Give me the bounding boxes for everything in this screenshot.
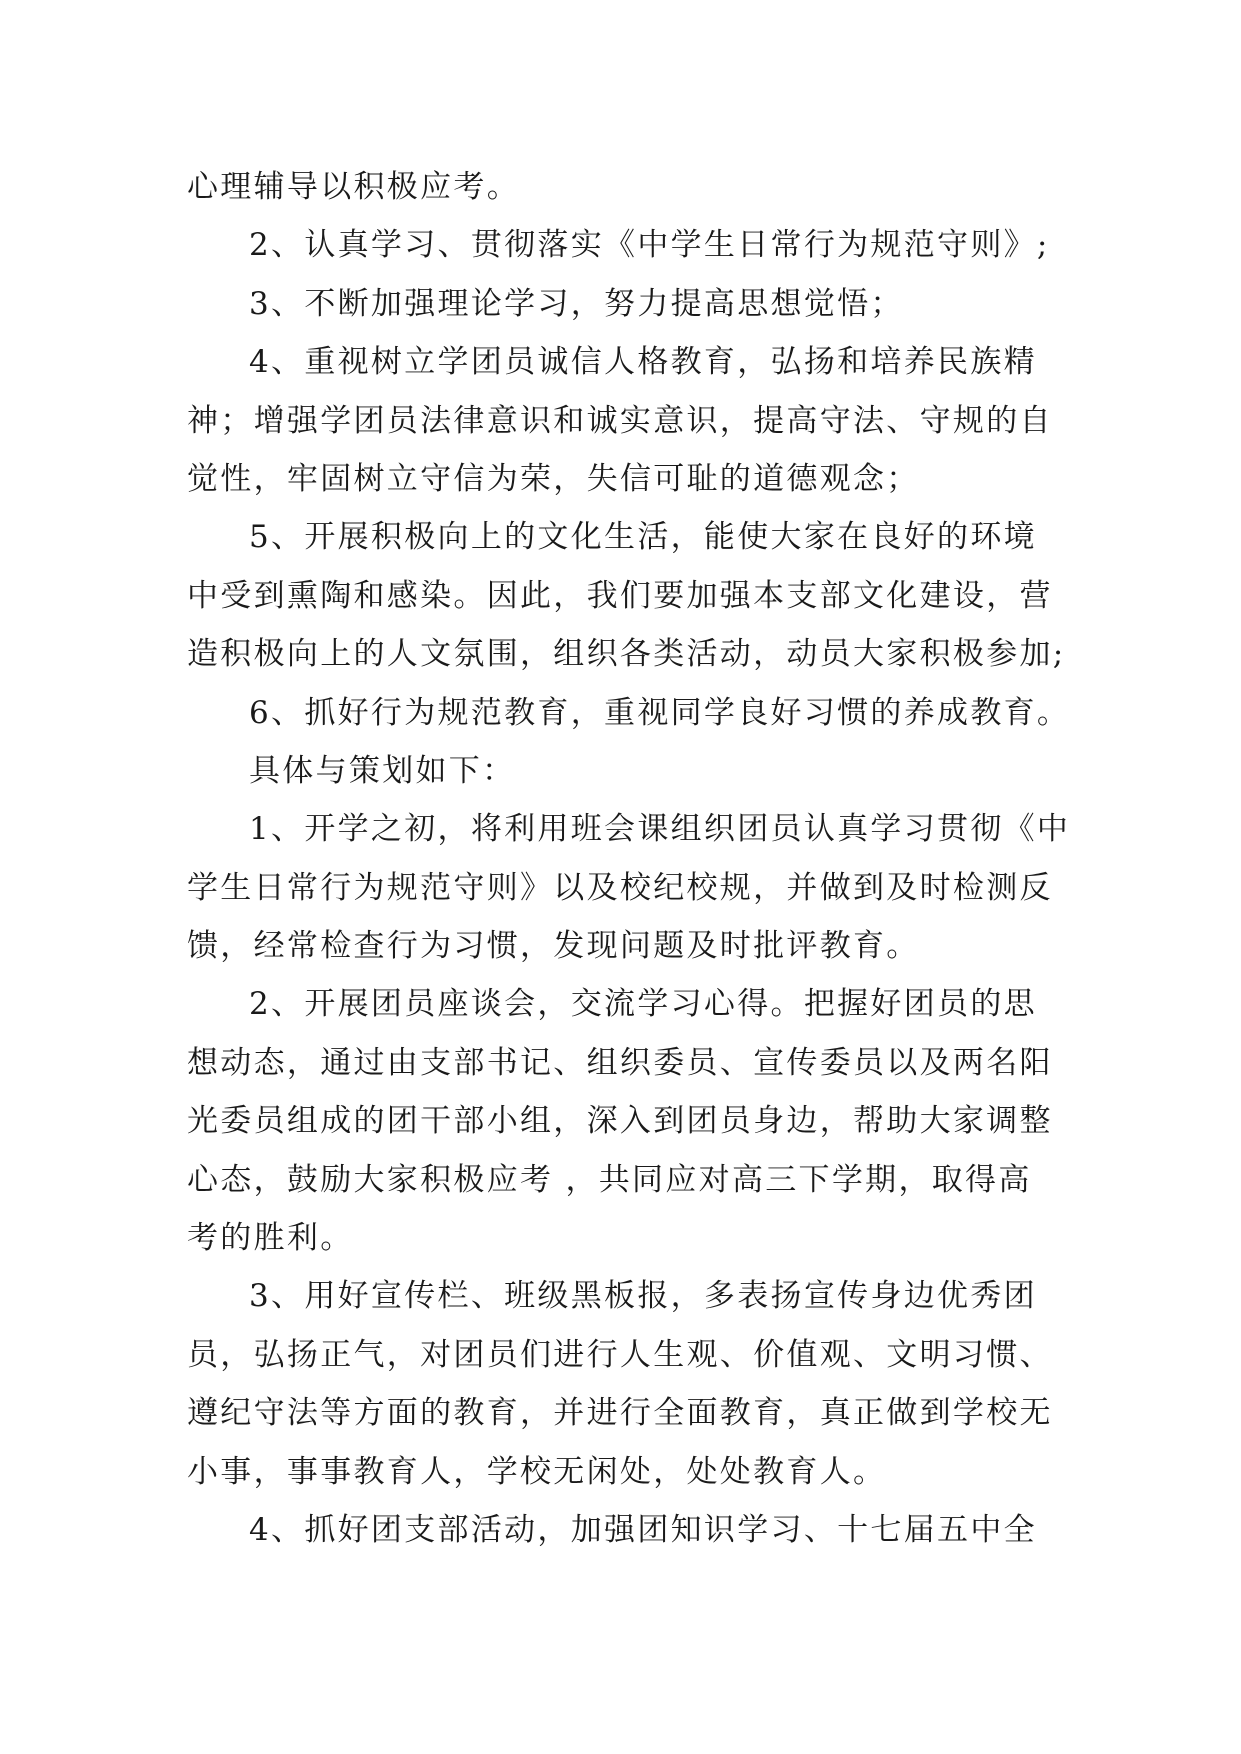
text-line: 4、重视树立学团员诚信人格教育，弘扬和培养民族精 bbox=[249, 344, 1037, 381]
text-line: 具体与策划如下： bbox=[249, 752, 516, 789]
text-line: 1、开学之初，将利用班会课组织团员认真学习贯彻《中 bbox=[249, 811, 1071, 848]
text-line: 3、不断加强理论学习，努力提高思想觉悟； bbox=[249, 285, 904, 322]
text-line: 2、认真学习、贯彻落实《中学生日常行为规范守则》; bbox=[249, 227, 1050, 264]
text-line: 馈，经常检查行为习惯，发现问题及时批评教育。 bbox=[187, 928, 920, 965]
text-line: 遵纪守法等方面的教育，并进行全面教育，真正做到学校无 bbox=[187, 1395, 1053, 1432]
text-line: 想动态，通过由支部书记、组织委员、宣传委员以及两名阳 bbox=[187, 1044, 1053, 1081]
text-line: 5、开展积极向上的文化生活，能使大家在良好的环境 bbox=[249, 519, 1037, 556]
text-line: 中受到熏陶和感染。因此，我们要加强本支部文化建设，营 bbox=[187, 577, 1053, 614]
text-line: 6、抓好行为规范教育，重视同学良好习惯的养成教育。 bbox=[249, 694, 1071, 731]
text-line: 心理辅导以积极应考。 bbox=[187, 169, 520, 205]
text-line: 觉性，牢固树立守信为荣，失信可耻的道德观念； bbox=[187, 460, 920, 497]
text-line: 小事，事事教育人，学校无闲处，处处教育人。 bbox=[187, 1453, 887, 1490]
text-line: 员，弘扬正气，对团员们进行人生观、价值观、文明习惯、 bbox=[187, 1336, 1053, 1373]
text-line: 心态，鼓励大家积极应考 ，共同应对高三下学期，取得高 bbox=[187, 1161, 1032, 1198]
text-line: 学生日常行为规范守则》以及校纪校规，并做到及时检测反 bbox=[187, 869, 1053, 906]
text-line: 神；增强学团员法律意识和诚实意识，提高守法、守规的自 bbox=[187, 402, 1053, 439]
text-line: 造积极向上的人文氛围，组织各类活动，动员大家积极参加; bbox=[187, 636, 1066, 673]
text-line: 光委员组成的团干部小组，深入到团员身边，帮助大家调整 bbox=[187, 1103, 1053, 1140]
body-text bbox=[187, 158, 1071, 1559]
text-line: 2、开展团员座谈会，交流学习心得。把握好团员的思 bbox=[249, 986, 1037, 1023]
text-line: 4、抓好团支部活动，加强团知识学习、十七届五中全 bbox=[249, 1511, 1037, 1548]
text-line: 考的胜利。 bbox=[187, 1220, 354, 1257]
text-line: 3、用好宣传栏、班级黑板报，多表扬宣传身边优秀团 bbox=[249, 1278, 1037, 1315]
